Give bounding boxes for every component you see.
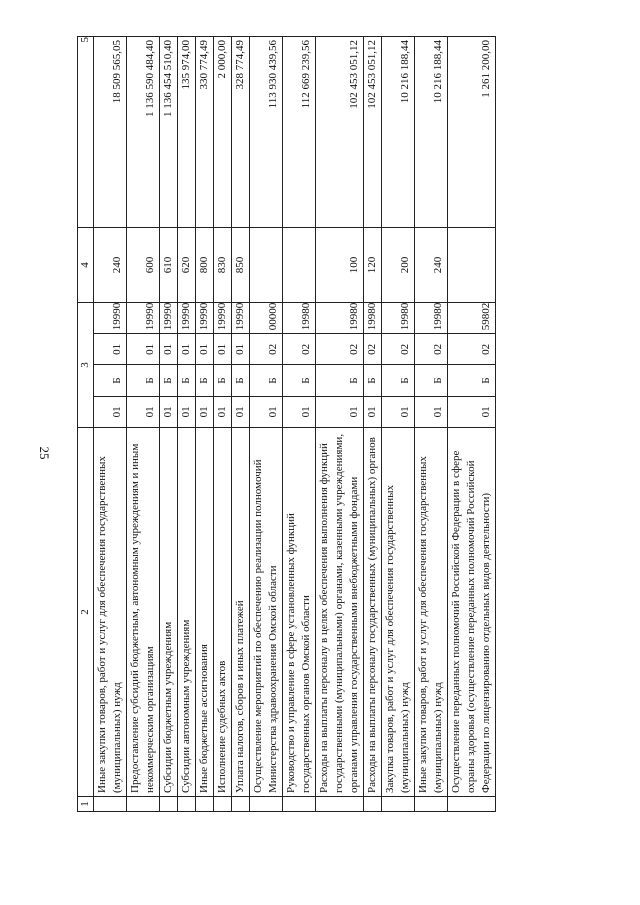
code-part-3-cell: 02 <box>415 334 448 365</box>
table-row <box>448 37 496 812</box>
row-number-cell <box>250 797 283 812</box>
item-name-cell: Уплата налогов, сборов и иных платежей <box>232 428 250 797</box>
code-part-4-cell: 19990 <box>127 303 160 334</box>
row-number-cell <box>232 797 250 812</box>
code-part-3-cell: 02 <box>283 334 316 365</box>
code-part-4-cell: 19980 <box>283 303 316 334</box>
amount-cell: 18 509 565,05 <box>94 37 127 228</box>
row-number-cell <box>283 797 316 812</box>
amount-cell: 102 453 051,12 <box>364 37 382 228</box>
table-row <box>283 37 316 812</box>
code-part-1-cell: 01 <box>178 396 196 427</box>
item-name-cell: Закупка товаров, работ и услуг для обеспечения государственных (муниципальных) нужд <box>382 428 415 797</box>
code-part-3-cell: 02 <box>382 334 415 365</box>
code-part-4-cell: 19990 <box>160 303 178 334</box>
expense-type-cell: 600 <box>127 228 160 303</box>
code-part-3-cell: 02 <box>364 334 382 365</box>
table-row <box>382 37 415 812</box>
budget-table <box>77 36 496 812</box>
page-number: 25 <box>37 446 52 460</box>
expense-type-cell: 120 <box>364 228 382 303</box>
expense-type-cell: 100 <box>316 228 364 303</box>
code-part-2-cell: Б <box>160 365 178 396</box>
code-part-2-cell: Б <box>364 365 382 396</box>
item-name-cell: Предоставление субсидий бюджетным, автономным учреждениям и иным некоммерческим организациям <box>127 428 160 797</box>
code-part-2-cell: Б <box>283 365 316 396</box>
code-part-3-cell: 01 <box>127 334 160 365</box>
row-number-cell <box>196 797 214 812</box>
expense-type-cell: 850 <box>232 228 250 303</box>
row-number-cell <box>415 797 448 812</box>
expense-type-cell: 240 <box>94 228 127 303</box>
code-part-4-cell: 19990 <box>232 303 250 334</box>
rotated-table-area <box>77 36 573 812</box>
row-number-cell <box>160 797 178 812</box>
code-part-1-cell: 01 <box>232 396 250 427</box>
table-row <box>232 37 250 812</box>
code-part-1-cell: 01 <box>415 396 448 427</box>
item-name-cell: Руководство и управление в сфере установленных функций государственных органов Омской области <box>283 428 316 797</box>
table-row <box>415 37 448 812</box>
table-row <box>127 37 160 812</box>
expense-type-cell <box>283 228 316 303</box>
item-name-cell: Субсидии бюджетным учреждениям <box>160 428 178 797</box>
row-number-cell <box>316 797 364 812</box>
table-row <box>178 37 196 812</box>
code-part-4-cell: 19980 <box>316 303 364 334</box>
header-col-3: 3 <box>78 303 94 428</box>
table-row <box>160 37 178 812</box>
item-name-cell: Субсидии автономным учреждениям <box>178 428 196 797</box>
code-part-3-cell: 01 <box>94 334 127 365</box>
amount-cell: 10 216 188,44 <box>415 37 448 228</box>
code-part-1-cell: 01 <box>196 396 214 427</box>
code-part-4-cell: 19990 <box>94 303 127 334</box>
amount-cell: 328 774,49 <box>232 37 250 228</box>
code-part-1-cell: 01 <box>127 396 160 427</box>
amount-cell: 330 774,49 <box>196 37 214 228</box>
expense-type-cell: 830 <box>214 228 232 303</box>
item-name-cell: Иные бюджетные ассигнования <box>196 428 214 797</box>
code-part-2-cell: Б <box>94 365 127 396</box>
amount-cell: 10 216 188,44 <box>382 37 415 228</box>
table-row <box>214 37 232 812</box>
header-col-1: 1 <box>78 797 94 812</box>
table-header-row <box>78 37 94 812</box>
code-part-4-cell: 00000 <box>250 303 283 334</box>
code-part-4-cell: 19990 <box>214 303 232 334</box>
expense-type-cell <box>448 228 496 303</box>
code-part-1-cell: 01 <box>94 396 127 427</box>
item-name-cell: Осуществление переданных полномочий Российской Федерации в сфере охраны здоровья (осуществление переданных полномочий Российской Федерации по лицензированию отдельных видов деятельности) <box>448 428 496 797</box>
expense-type-cell: 610 <box>160 228 178 303</box>
code-part-2-cell: Б <box>196 365 214 396</box>
code-part-2-cell: Б <box>127 365 160 396</box>
code-part-3-cell: 02 <box>316 334 364 365</box>
code-part-1-cell: 01 <box>316 396 364 427</box>
item-name-cell: Осуществление мероприятий по обеспечению реализации полномочий Министерства здравоохранения Омской области <box>250 428 283 797</box>
row-number-cell <box>94 797 127 812</box>
item-name-cell: Иные закупки товаров, работ и услуг для обеспечения государственных (муниципальных) нужд <box>415 428 448 797</box>
code-part-1-cell: 01 <box>214 396 232 427</box>
expense-type-cell: 240 <box>415 228 448 303</box>
expense-type-cell <box>250 228 283 303</box>
table-row <box>196 37 214 812</box>
code-part-4-cell: 19980 <box>415 303 448 334</box>
code-part-2-cell: Б <box>178 365 196 396</box>
code-part-4-cell: 19980 <box>382 303 415 334</box>
expense-type-cell: 200 <box>382 228 415 303</box>
code-part-4-cell: 19990 <box>178 303 196 334</box>
code-part-2-cell: Б <box>382 365 415 396</box>
table-row <box>364 37 382 812</box>
code-part-3-cell: 02 <box>448 334 496 365</box>
code-part-2-cell: Б <box>214 365 232 396</box>
code-part-3-cell: 01 <box>160 334 178 365</box>
table-row <box>94 37 127 812</box>
amount-cell: 112 669 239,56 <box>283 37 316 228</box>
code-part-3-cell: 01 <box>178 334 196 365</box>
code-part-1-cell: 01 <box>160 396 178 427</box>
item-name-cell: Расходы на выплаты персоналу государственных (муниципальных) органов <box>364 428 382 797</box>
code-part-2-cell: Б <box>316 365 364 396</box>
code-part-3-cell: 01 <box>196 334 214 365</box>
item-name-cell: Иные закупки товаров, работ и услуг для обеспечения государственных (муниципальных) нужд <box>94 428 127 797</box>
amount-cell: 2 000,00 <box>214 37 232 228</box>
amount-cell: 113 930 439,56 <box>250 37 283 228</box>
code-part-2-cell: Б <box>415 365 448 396</box>
amount-cell: 1 136 590 484,40 <box>127 37 160 228</box>
code-part-1-cell: 01 <box>283 396 316 427</box>
code-part-4-cell: 19990 <box>196 303 214 334</box>
code-part-2-cell: Б <box>232 365 250 396</box>
code-part-3-cell: 02 <box>250 334 283 365</box>
header-col-5: 5 <box>78 37 94 228</box>
code-part-3-cell: 01 <box>232 334 250 365</box>
item-name-cell: Расходы на выплаты персоналу в целях обеспечения выполнения функций государственными (муниципальными) органами, казенными учреждениями, органами управления государственными внебюджетными фондами <box>316 428 364 797</box>
amount-cell: 102 453 051,12 <box>316 37 364 228</box>
header-col-2: 2 <box>78 428 94 797</box>
row-number-cell <box>382 797 415 812</box>
code-part-3-cell: 01 <box>214 334 232 365</box>
amount-cell: 135 974,00 <box>178 37 196 228</box>
expense-type-cell: 620 <box>178 228 196 303</box>
code-part-2-cell: Б <box>448 365 496 396</box>
row-number-cell <box>448 797 496 812</box>
code-part-4-cell: 59802 <box>448 303 496 334</box>
amount-cell: 1 261 200,00 <box>448 37 496 228</box>
header-col-4: 4 <box>78 228 94 303</box>
row-number-cell <box>364 797 382 812</box>
row-number-cell <box>178 797 196 812</box>
code-part-2-cell: Б <box>250 365 283 396</box>
expense-type-cell: 800 <box>196 228 214 303</box>
table-row <box>250 37 283 812</box>
item-name-cell: Исполнение судебных актов <box>214 428 232 797</box>
code-part-1-cell: 01 <box>364 396 382 427</box>
table-row <box>316 37 364 812</box>
code-part-1-cell: 01 <box>382 396 415 427</box>
amount-cell: 1 136 454 510,40 <box>160 37 178 228</box>
code-part-4-cell: 19980 <box>364 303 382 334</box>
row-number-cell <box>214 797 232 812</box>
row-number-cell <box>127 797 160 812</box>
code-part-1-cell: 01 <box>448 396 496 427</box>
code-part-1-cell: 01 <box>250 396 283 427</box>
